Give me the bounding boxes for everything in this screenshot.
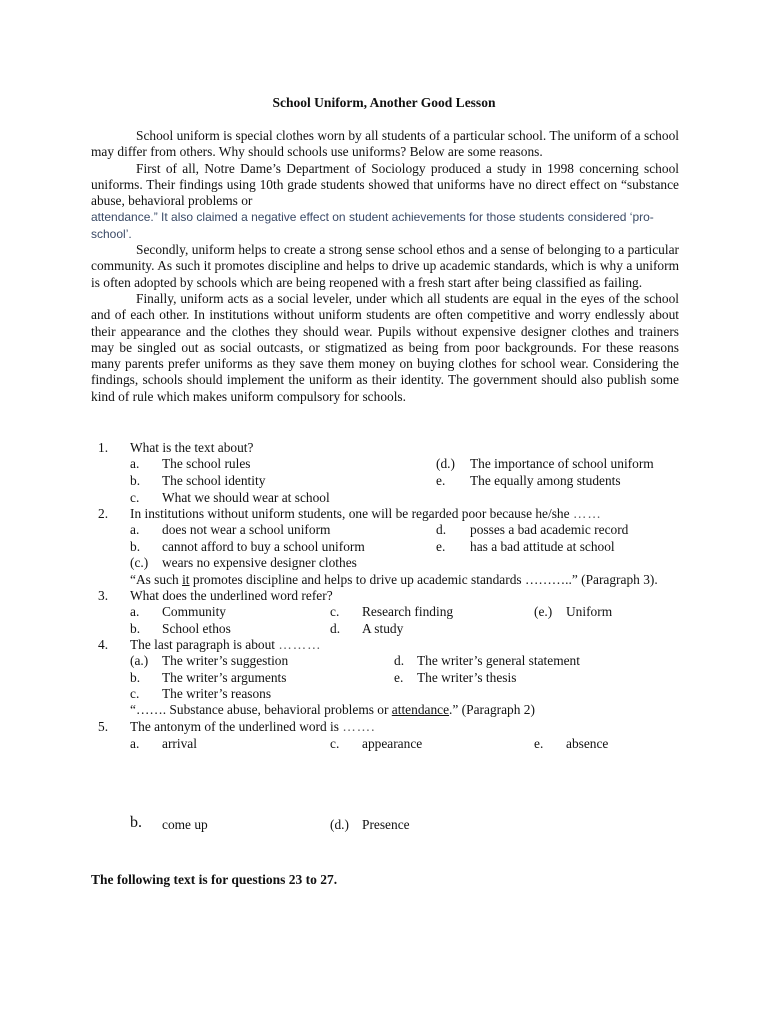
q2-option-c-letter: (c.) <box>130 555 149 570</box>
question-5-blank: ……. <box>342 719 376 734</box>
question-5-number: 5. <box>98 719 109 734</box>
document-title: School Uniform, Another Good Lesson <box>272 95 496 110</box>
q1-option-e-letter: e. <box>436 473 446 488</box>
q2-option-b-letter: b. <box>130 539 141 554</box>
q5-option-c-letter: c. <box>330 736 340 751</box>
question-2-text <box>130 506 602 522</box>
question-5-stem: The antonym of the underlined word is <box>130 719 339 734</box>
q5-option-d: Presence <box>362 817 410 832</box>
q2-option-a: does not wear a school uniform <box>162 522 331 537</box>
question-4-text <box>130 637 322 653</box>
q3-option-c-letter: c. <box>330 604 340 619</box>
q3-option-a-letter: a. <box>130 604 140 619</box>
q5-option-b-letter: b. <box>130 814 142 831</box>
q1-option-b: The school identity <box>162 473 266 488</box>
question-1-text: What is the text about? <box>130 440 254 455</box>
q3-option-a: Community <box>162 604 226 619</box>
q1-option-a-letter: a. <box>130 456 140 471</box>
quote-3-underlined-word: it <box>182 572 190 587</box>
paragraph-3: Secondly, uniform helps to create a strong sense school ethos and a sense of belonging to a particular community. As such it promotes discipline and helps to drive up academic standards, which is why a uniform is often adopted by schools which are being reopened with a fresh start after being classified as failing. <box>91 242 679 290</box>
question-3-text: What does the underlined word refer? <box>130 588 333 603</box>
q4-option-c: The writer’s reasons <box>162 686 272 701</box>
quote-5-end: .” (Paragraph 2) <box>449 702 535 717</box>
paragraph-2-continuation: attendance.” It also claimed a negative effect on student achievements for those students considered ‘pro-school’. <box>91 210 654 241</box>
paragraph-2: First of all, Notre Dame’s Department of Sociology produced a study in 1998 concerning school uniforms. Their findings using 10th grade students showed that uniforms have no direct effect on “substance abuse, behavioral problems or <box>91 160 679 209</box>
paragraph-4: Finally, uniform acts as a social leveler, under which all students are equal in the eyes of the school and of each other. In institutions without uniform students are often competitive and worry endlessly about their appearance and the clothes they should wear. Pupils without expensive designer clothes and trainers may be singled out as social outcasts, or stigmatized as being from poor backgrounds. For these reasons many parents prefer uniforms as they save them money on buying clothes for school wear. Considering the findings, schools should implement the uniform as their identity. The government should also publish some kind of rule which makes uniform compulsory for schools. <box>91 290 679 404</box>
q3-option-b-letter: b. <box>130 621 141 636</box>
q3-option-b: School ethos <box>162 621 231 636</box>
q5-option-d-letter: (d.) <box>330 817 349 832</box>
quote-3-end: promotes discipline and helps to drive up academic standards ………..” (Paragraph 3). <box>189 572 658 587</box>
quote-5-start: “……. Substance abuse, behavioral problems or <box>130 702 392 717</box>
question-4-number: 4. <box>98 637 109 652</box>
question-2-stem: In institutions without uniform students, one will be regarded poor because he/she <box>130 506 570 521</box>
q5-option-b: come up <box>162 817 208 832</box>
q1-option-a: The school rules <box>162 456 251 471</box>
question-2-number: 2. <box>98 506 109 521</box>
q5-option-a: arrival <box>162 736 197 751</box>
paragraph-1: School uniform is special clothes worn by all students of a particular school. The uniform of a school may differ from others. Why should schools use uniforms? Below are some reasons. <box>91 128 679 160</box>
question-3-quote <box>130 572 658 588</box>
q1-option-d: The importance of school uniform <box>470 456 654 471</box>
q4-option-b: The writer’s arguments <box>162 670 287 685</box>
q3-option-d: A study <box>362 621 404 636</box>
q3-option-e-letter: (e.) <box>534 604 553 619</box>
q2-option-d: posses a bad academic record <box>470 522 629 537</box>
q4-option-e: The writer’s thesis <box>417 670 517 685</box>
question-3-number: 3. <box>98 588 109 603</box>
q4-option-e-letter: e. <box>394 670 404 685</box>
q5-option-e: absence <box>566 736 609 751</box>
q3-option-c: Research finding <box>362 604 454 619</box>
question-1-number: 1. <box>98 440 109 455</box>
q3-option-e: Uniform <box>566 604 613 619</box>
quote-5-underlined-word: attendance <box>391 702 450 717</box>
q4-option-b-letter: b. <box>130 670 141 685</box>
reading-passage <box>91 128 679 405</box>
question-5-text <box>130 719 376 735</box>
q2-option-b: cannot afford to buy a school uniform <box>162 539 365 554</box>
q2-option-e-letter: e. <box>436 539 446 554</box>
q2-option-e: has a bad attitude at school <box>470 539 615 554</box>
q4-option-d: The writer’s general statement <box>417 653 580 668</box>
q1-option-c: What we should wear at school <box>162 490 330 505</box>
question-4-blank: ……… <box>278 637 322 652</box>
q3-option-d-letter: d. <box>330 621 341 636</box>
q1-option-e: The equally among students <box>470 473 621 488</box>
q5-option-a-letter: a. <box>130 736 140 751</box>
quote-3-start: “As such <box>130 572 183 587</box>
question-2-blank: …… <box>572 506 602 521</box>
question-4-stem: The last paragraph is about <box>130 637 276 652</box>
next-section-note: The following text is for questions 23 to 27. <box>91 872 338 887</box>
q4-option-a: The writer’s suggestion <box>162 653 289 668</box>
q1-option-c-letter: c. <box>130 490 140 505</box>
q4-option-d-letter: d. <box>394 653 405 668</box>
q1-option-b-letter: b. <box>130 473 141 488</box>
q1-option-d-letter: (d.) <box>436 456 455 471</box>
q5-option-c: appearance <box>362 736 423 751</box>
q5-option-e-letter: e. <box>534 736 544 751</box>
q2-option-a-letter: a. <box>130 522 140 537</box>
q4-option-c-letter: c. <box>130 686 140 701</box>
q2-option-d-letter: d. <box>436 522 447 537</box>
q2-option-c: wears no expensive designer clothes <box>162 555 357 570</box>
question-5-quote <box>130 702 535 718</box>
q4-option-a-letter: (a.) <box>130 653 149 668</box>
